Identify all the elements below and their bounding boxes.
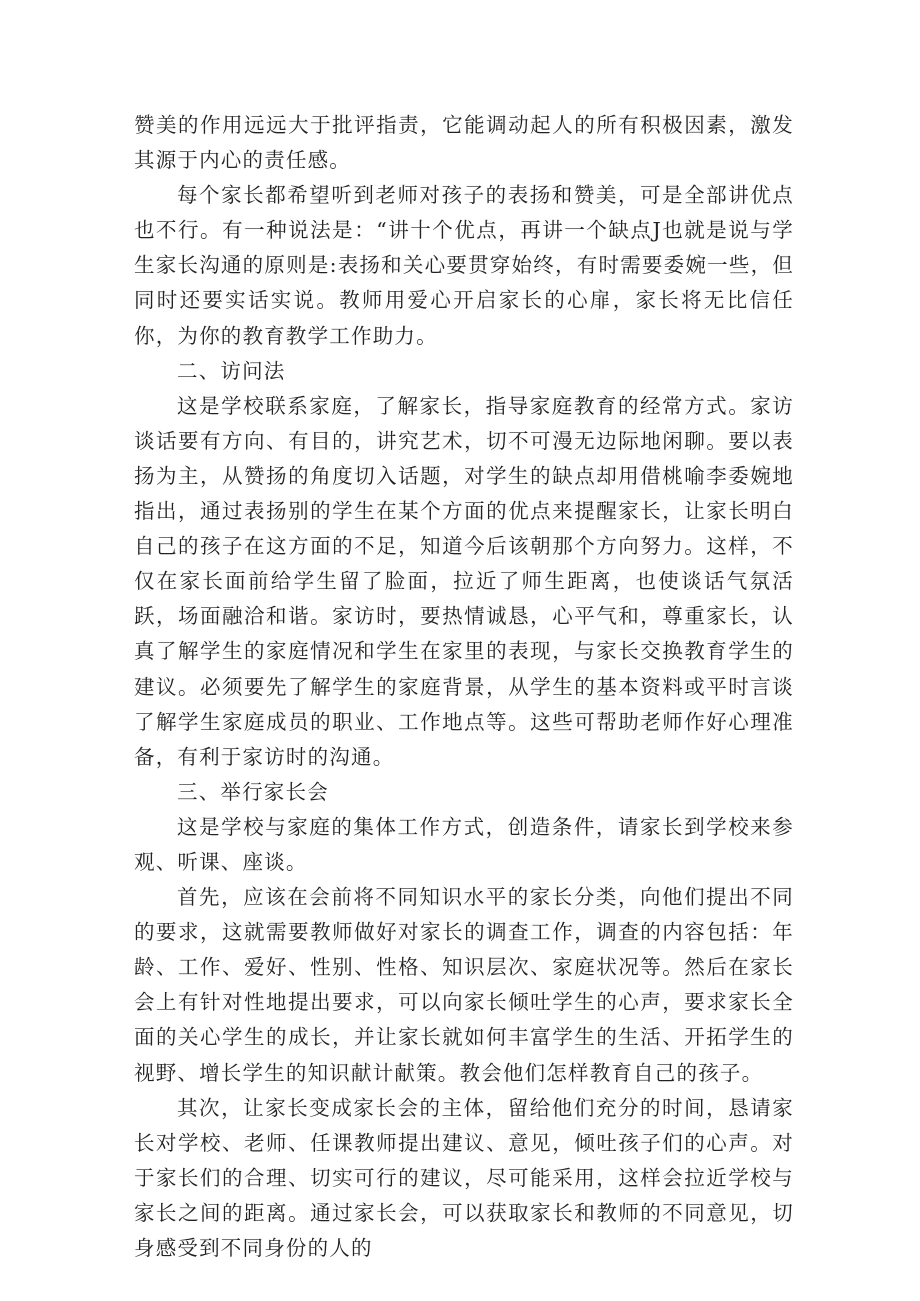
paragraph-second-step: 其次，让家长变成家长会的主体，留给他们充分的时间，恳请家长对学校、老师、任课教师提出建议、意见，倾吐孩子们的心声。对于家长们的合理、切实可行的建议，尽可能采用，这样会拉近学校与家长之间的距离。通过家长会，可以获取家长和教师的不同意见，切身感受到不同身份的人的 bbox=[134, 1095, 794, 1260]
section-heading-visit-method: 二、访问法 bbox=[177, 358, 286, 383]
paragraph-home-visit: 这是学校联系家庭，了解家长，指导家庭教育的经常方式。家访谈话要有方向、有目的，讲究艺术，切不可漫无边际地闲聊。要以表扬为主，从赞扬的角度切入话题，对学生的缺点却用借桃喻李委婉地指出，通过表扬别的学生在某个方面的优点来提醒家长，让家长明白自己的孩子在这方面的不足，知道今后该朝那个方向努力。这样，不仅在家长面前给学生留了脸面，拉近了师生距离，也使谈话气氛活跃，场面融洽和谐。家访时，要热情诚恳，心平气和，尊重家长，认真了解学生的家庭情况和学生在家里的表现，与家长交换教育学生的建议。必须要先了解学生的家庭背景，从学生的基本资料或平时言谈了解学生家庭成员的职业、工作地点等。这些可帮助老师作好心理准备，有利于家访时的沟通。 bbox=[134, 393, 794, 769]
paragraph-parent-praise: 每个家长都希望听到老师对孩子的表扬和赞美，可是全部讲优点也不行。有一种说法是：“讲十个优点，再讲一个缺点J也就是说与学生家长沟通的原则是:表扬和关心要贯穿始终，有时需要委婉一些，但同时还要实话实说。教师用爱心开启家长的心扉，家长将无比信任你，为你的教育教学工作助力。 bbox=[134, 183, 794, 348]
section-heading-parent-meeting: 三、举行家长会 bbox=[177, 779, 329, 804]
paragraph-first-step: 首先，应该在会前将不同知识水平的家长分类，向他们提出不同的要求，这就需要教师做好对家长的调查工作，调查的内容包括：年龄、工作、爱好、性别、性格、知识层次、家庭状况等。然后在家长会上有针对性地提出要求，可以向家长倾吐学生的心声，要求家长全面的关心学生的成长，并让家长就如何丰富学生的生活、开拓学生的视野、增长学生的知识献计献策。教会他们怎样教育自己的孩子。 bbox=[134, 885, 794, 1085]
document-body bbox=[134, 108, 794, 1266]
paragraph-parent-meeting-intro: 这是学校与家庭的集体工作方式，创造条件，请家长到学校来参观、听课、座谈。 bbox=[134, 814, 794, 874]
paragraph-continuation: 赞美的作用远远大于批评指责，它能调动起人的所有积极因素，激发其源于内心的责任感。 bbox=[134, 113, 794, 173]
